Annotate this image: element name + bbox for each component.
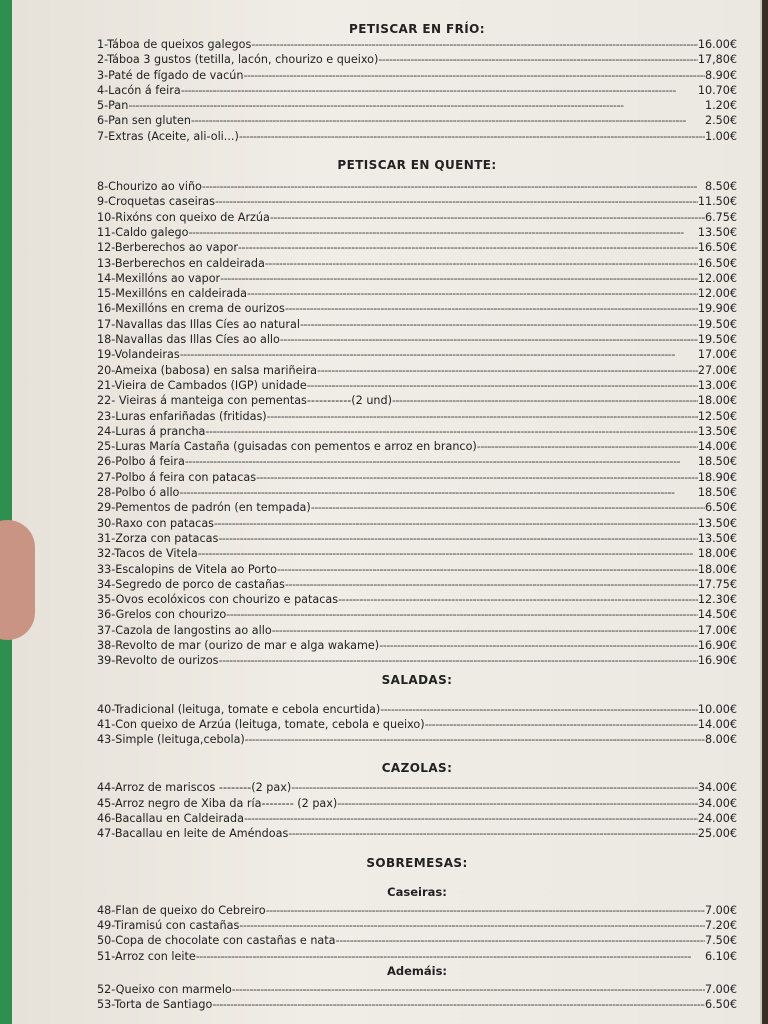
dotted-leader [285,301,698,316]
menu-item [97,37,737,52]
dotted-leader [185,454,698,469]
menu-item-price: 14.00€ [697,717,737,731]
menu-item-price: 25.00€ [697,827,737,841]
dotted-leader [311,500,705,515]
dotted-leader [477,439,698,454]
menu-item-name: 22- Vieiras á manteiga con pementas-----------(2 und) [97,394,392,408]
dotted-leader [277,562,698,577]
menu-item-price: 18.00€ [697,394,737,408]
dotted-leader [280,332,698,347]
menu-item-price: 13.50€ [697,516,737,530]
menu-item [97,317,737,332]
menu-item-name: 6-Pan sen gluten [97,114,191,128]
menu-item-name: 21-Vieira de Cambados (IGP) unidade [97,378,307,392]
dotted-leader [215,194,698,209]
menu-item [97,516,737,531]
list-ademais [97,982,737,1013]
menu-item-name: 41-Con queixo de Arzúa (leituga, tomate, cebola e queixo) [97,717,425,731]
menu-item [97,811,737,826]
menu-item-name: 52-Queixo con marmelo [97,982,232,996]
menu-item-price: 6.50€ [704,998,737,1012]
dotted-leader [243,68,704,83]
menu-item [97,470,737,485]
subsection-title-caseiras: Caseiras: [387,884,447,899]
menu-item [97,607,737,622]
dotted-leader [378,52,697,67]
menu-item-name: 38-Revolto de mar (ourizo de mar e alga wakame) [97,638,380,652]
dotted-leader [285,577,698,592]
section-title-saladas: SALADAS: [381,672,453,687]
menu-item-name: 29-Pementos de padrón (en tempada) [97,501,311,515]
menu-item-name: 49-Tiramisú con castañas [97,918,240,932]
menu-item-name: 50-Copa de chocolate con castañas e nata [97,934,336,948]
dotted-leader [337,796,698,811]
dotted-leader [307,378,698,393]
dotted-leader [266,903,705,918]
menu-item-name: 23-Luras enfariñadas (fritidas) [97,409,267,423]
section-title-sobremesas: SOBREMESAS: [366,855,468,870]
menu-item [97,531,737,546]
menu-item-name: 25-Luras María Castaña (guisadas con pementos e arroz en branco) [97,440,477,454]
menu-item-price: 18.00€ [697,547,737,561]
menu-item-price: 19.50€ [697,333,737,347]
dotted-leader [191,113,705,128]
menu-item-name: 44-Arroz de mariscos --------(2 pax) [97,781,292,795]
list-frio [97,37,737,144]
dotted-leader [256,470,698,485]
menu-item [97,780,737,795]
menu-item-price: 14.50€ [697,608,737,622]
dotted-leader [181,83,698,98]
menu-item-price: 13.50€ [697,531,737,545]
dotted-leader [300,317,698,332]
menu-item [97,903,737,918]
dotted-leader [205,424,697,439]
menu-item-price: 1.20€ [704,99,737,113]
menu-item [97,83,737,98]
dotted-leader [265,256,698,271]
menu-item-name: 15-Mexillóns en caldeirada [97,287,248,301]
dotted-leader [267,409,698,424]
menu-item-price: 18.50€ [697,486,737,500]
menu-item-price: 2.50€ [704,114,737,128]
menu-item-price: 10.00€ [697,702,737,716]
menu-item-price: 8.90€ [704,68,737,82]
menu-item-name: 16-Mexillóns en crema de ourizos [97,302,285,316]
menu-item-name: 45-Arroz negro de Xiba da ría-------- (2 pax) [97,796,338,810]
menu-item-price: 12.30€ [697,593,737,607]
menu-item-price: 13.00€ [697,378,737,392]
dotted-leader [425,717,698,732]
menu-item [97,949,737,964]
menu-item-name: 3-Paté de fígado de vacún [97,68,244,82]
menu-item-price: 10.70€ [697,83,737,97]
menu-item-price: 16.00€ [697,38,737,51]
menu-item-name: 46-Bacallau en Caldeirada [97,812,244,826]
dotted-leader [196,949,705,964]
menu-item-name: 33-Escalopins de Vitela ao Porto [97,562,277,576]
menu-item-price: 18.50€ [697,455,737,469]
menu-item [97,702,737,717]
menu-item-price: 17.75€ [697,577,737,591]
menu-item [97,378,737,393]
menu-item-name: 18-Navallas das Illas Cíes ao allo [97,333,280,347]
menu-item [97,454,737,469]
menu-item-name: 10-Rixóns con queixo de Arzúa [97,210,270,224]
menu-item [97,717,737,732]
dotted-leader [338,592,698,607]
menu-item [97,562,737,577]
menu-item [97,129,737,144]
menu-item-name: 35-Ovos ecolóxicos con chourizo e patacas [97,593,339,607]
dotted-leader [180,347,698,362]
menu-item-name: 51-Arroz con leite [97,949,196,963]
menu-item-price: 19.90€ [697,302,737,316]
menu-item [97,363,737,378]
dotted-leader [220,271,698,286]
list-quente [97,179,737,669]
menu-item-name: 30-Raxo con patacas [97,516,215,530]
dotted-leader [392,393,698,408]
menu-item [97,225,737,240]
menu-item-name: 12-Berberechos ao vapor [97,241,239,255]
dotted-leader [198,546,698,561]
dotted-leader [214,516,698,531]
menu-item [97,179,737,194]
menu-item [97,577,737,592]
menu-item [97,113,737,128]
menu-item-price: 19.50€ [697,317,737,331]
dotted-leader [380,702,698,717]
dotted-leader [272,623,698,638]
menu-item-price: 12.00€ [697,287,737,301]
menu-item [97,485,737,500]
menu-item-name: 13-Berberechos en caldeirada [97,256,265,270]
menu-item-price: 16.90€ [697,654,737,668]
menu-item-price: 7.50€ [704,934,737,948]
menu-item-price: 11.50€ [697,195,737,209]
list-saladas [97,702,737,748]
section-title-quente: PETISCAR EN QUENTE: [337,158,497,173]
menu-item [97,638,737,653]
menu-item [97,653,737,668]
menu-item-name: 53-Torta de Santiago [97,998,213,1012]
dotted-leader [270,210,705,225]
menu-item-name: 31-Zorza con patacas [97,531,219,545]
menu-sleeve [12,0,762,1024]
menu-item-name: 19-Volandeiras [97,348,180,362]
dotted-leader [218,531,698,546]
menu-item [97,933,737,948]
menu-item-price: 18.00€ [697,562,737,576]
menu-item-name: 48-Flan de queixo do Cebreiro [97,903,266,917]
dotted-leader [239,918,705,933]
menu-item [97,439,737,454]
menu-item-name: 34-Segredo de porco de castañas [97,577,285,591]
dotted-leader [238,240,698,255]
menu-item-name: 32-Tacos de Vitela [97,547,198,561]
menu-item-name: 20-Ameixa (babosa) en salsa mariñeira [97,363,318,377]
menu-item-price: 34.00€ [697,796,737,810]
dotted-leader [212,997,705,1012]
menu-item [97,796,737,811]
menu-item [97,409,737,424]
menu-item-price: 6.75€ [704,210,737,224]
menu-item-name: 28-Polbo ó allo [97,486,180,500]
menu-item-price: 14.00€ [697,440,737,454]
menu-item [97,52,737,67]
menu-item [97,732,737,747]
menu-item-price: 18.90€ [697,470,737,484]
menu-item-price: 12.50€ [697,409,737,423]
dotted-leader [226,607,698,622]
menu-item-name: 8-Chourizo ao viño [97,180,202,194]
menu-item [97,918,737,933]
menu-item-price: 17.00€ [697,348,737,362]
subsection-title-ademais: Ademáis: [386,963,448,978]
dotted-leader [317,363,698,378]
menu-item-price: 8.00€ [704,733,737,747]
menu-item-price: 6.50€ [704,501,737,515]
dotted-leader [179,485,697,500]
dotted-leader [336,933,705,948]
menu-item [97,98,737,113]
menu-item [97,286,737,301]
menu-item-name: 9-Croquetas caseiras [97,195,215,209]
menu-item-name: 24-Luras á prancha [97,424,206,438]
menu-item-price: 16.90€ [697,638,737,652]
menu-item-name: 5-Pan [97,99,129,113]
menu-item [97,332,737,347]
menu-page [52,8,742,1018]
menu-item-price: 34.00€ [697,781,737,795]
dotted-leader [245,732,705,747]
dotted-leader [219,653,698,668]
menu-content [97,8,737,1012]
menu-item-price: 13.50€ [697,424,737,438]
menu-item-price: 8.50€ [704,180,737,194]
menu-item-price: 7.00€ [704,903,737,917]
menu-item-price: 16.50€ [697,241,737,255]
list-cazolas [97,780,737,841]
list-caseiras [97,903,737,964]
menu-item [97,347,737,362]
dotted-leader [232,982,705,997]
menu-item [97,194,737,209]
menu-item [97,826,737,841]
dotted-leader [291,780,698,795]
menu-item-price: 17,80€ [697,53,737,67]
menu-item-name: 43-Simple (leituga,cebola) [97,733,245,747]
menu-item [97,393,737,408]
dotted-leader [379,638,698,653]
menu-item [97,997,737,1012]
dotted-leader [128,98,705,113]
menu-item-name: 27-Polbo á feira con patacas [97,470,257,484]
section-title-frio: PETISCAR EN FRÍO: [349,22,485,36]
menu-item-name: 7-Extras (Aceite, ali-oli...) [97,129,239,143]
menu-item-name: 17-Navallas das Illas Cíes ao natural [97,317,300,331]
menu-item-name: 40-Tradicional (leituga, tomate e cebola encurtida) [97,702,381,716]
menu-item [97,240,737,255]
menu-item-price: 6.10€ [704,949,737,963]
menu-item [97,592,737,607]
menu-item [97,210,737,225]
menu-item-name: 26-Polbo á feira [97,455,185,469]
menu-item-price: 16.50€ [697,256,737,270]
section-title-cazolas: CAZOLAS: [381,761,453,776]
menu-item [97,623,737,638]
menu-item-price: 13.50€ [697,225,737,239]
menu-item [97,256,737,271]
menu-item-name: 36-Grelos con chourizo [97,608,227,622]
menu-item [97,500,737,515]
menu-item-price: 12.00€ [697,271,737,285]
menu-item [97,982,737,997]
menu-item-name: 4-Lacón á feira [97,83,181,97]
menu-item [97,68,737,83]
menu-item-name: 14-Mexillóns ao vapor [97,271,221,285]
dotted-leader [202,179,705,194]
menu-item-name: 1-Táboa de queixos galegos [97,38,252,51]
menu-item-name: 11-Caldo galego [97,225,189,239]
menu-item [97,424,737,439]
menu-item-name: 47-Bacallau en leite de Améndoas [97,827,289,841]
menu-item-price: 1.00€ [704,129,737,143]
dotted-leader [188,225,697,240]
menu-item-price: 17.00€ [697,623,737,637]
dotted-leader [247,286,698,301]
menu-item-name: 2-Táboa 3 gustos (tetilla, lacón, chourizo e queixo) [97,53,379,67]
menu-item [97,301,737,316]
dotted-leader [288,826,698,841]
menu-item-name: 37-Cazola de langostins ao allo [97,623,272,637]
menu-item-price: 27.00€ [697,363,737,377]
menu-item-name: 39-Revolto de ourizos [97,654,219,668]
dotted-leader [239,129,705,144]
menu-item [97,546,737,561]
finger-holding-menu [0,520,35,640]
menu-item-price: 7.00€ [704,982,737,996]
menu-item [97,271,737,286]
dotted-leader [244,811,698,826]
menu-item-price: 24.00€ [697,812,737,826]
dotted-leader [251,37,698,52]
menu-item-price: 7.20€ [704,918,737,932]
